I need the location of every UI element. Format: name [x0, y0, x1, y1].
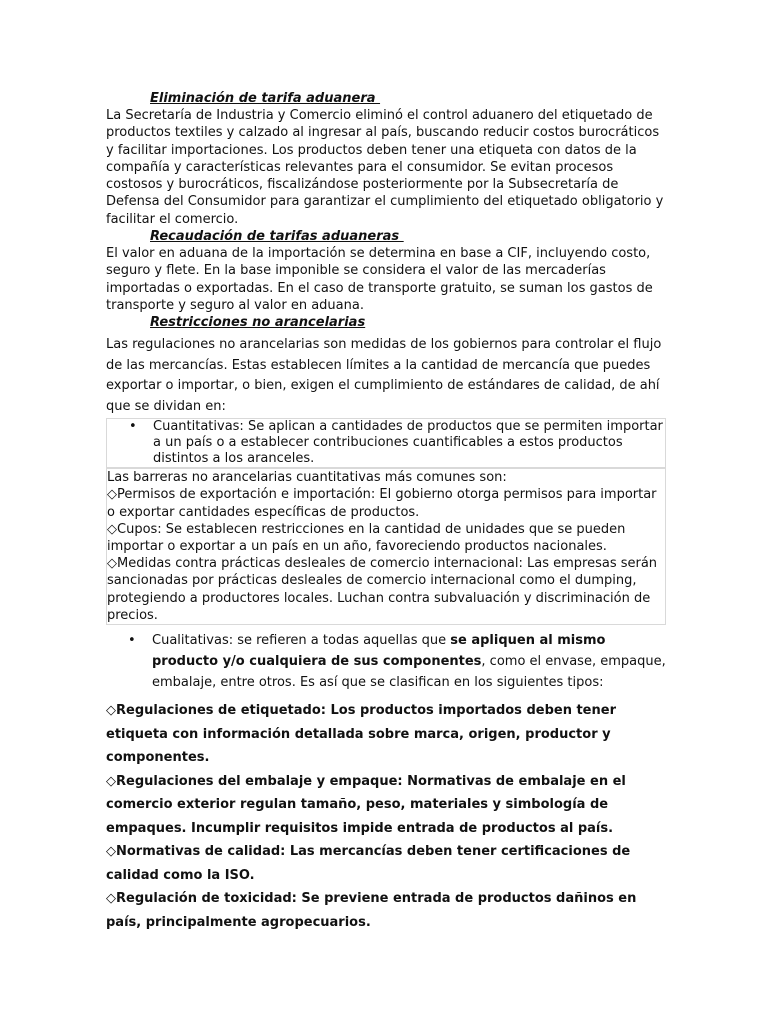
barrier-item-cupos: ◇Cupos: Se establecen restricciones en la cantidad de unidades que se pueden importar o exportar a un país en un año, favoreciendo productos nacionales. — [107, 521, 626, 555]
paragraph-recaudacion: El valor en aduana de la importación se determina en base a CIF, incluyendo costo, seguro y flete. En la base imponible se considera el valor de las mercaderías importadas o exportadas. En el caso de transporte gratuito, se suman los gastos de transporte y seguro al valor en aduana. — [106, 246, 653, 313]
qualitative-text-post: , como el envase, empaque, embalaje, entre otros. Es así que se clasifican en los siguientes tipos: — [152, 654, 666, 691]
bullet-icon: • — [128, 633, 136, 649]
heading-eliminacion: Eliminación de tarifa aduanera — [150, 91, 381, 106]
paragraph-restricciones-intro: Las regulaciones no arancelarias son medidas de los gobiernos para controlar el flujo de las mercancías. Estas establecen límites a la cantidad de mercancía que puedes exportar o importar, o bien, exigen el cumplimiento de estándares de calidad, de ahí que se dividan en: — [106, 337, 662, 414]
type-item-etiquetado: ◇Regulaciones de etiquetado: Los productos importados deben tener etiqueta con información detallada sobre marca, origen, productor y componentes. — [106, 703, 616, 766]
type-item-embalaje: ◇Regulaciones del embalaje y empaque: Normativas de embalaje en el comercio exterior regulan tamaño, peso, materiales y simbología de empaques. Incumplir requisitos impide entrada de productos al país. — [106, 773, 626, 836]
type-item-toxicidad: ◇Regulación de toxicidad: Se previene entrada de productos dañinos en país, principalmente agropecuarios. — [106, 891, 637, 930]
barriers-intro: Las barreras no arancelarias cuantitativas más comunes son: — [107, 470, 507, 486]
quantitative-text: Cuantitativas: Se aplican a cantidades de productos que se permiten importar a un país o a establecer contribuciones cuantificables a estos productos distintos a los aranceles. — [153, 419, 663, 467]
type-item-calidad: ◇Normativas de calidad: Las mercancías deben tener certificaciones de calidad como la ISO. — [106, 844, 631, 883]
heading-recaudacion: Recaudación de tarifas aduaneras — [150, 229, 404, 245]
list-item-qualitative — [106, 630, 666, 693]
document-page — [106, 90, 666, 934]
barrier-item-permisos: ◇Permisos de exportación e importación: El gobierno otorga permisos para importar o exportar cantidades específicas de productos. — [107, 487, 657, 520]
barrier-item-medidas: ◇Medidas contra prácticas desleales de comercio internacional: Las empresas serán sancionadas por prácticas desleales de comercio internacional como el dumping, protegiendo a productores locales. Luchan contra subvaluación y discriminación de precios. — [107, 556, 658, 623]
quantitative-box — [106, 418, 666, 468]
barriers-box — [106, 468, 666, 625]
qualitative-text — [152, 630, 666, 693]
bullet-icon: • — [129, 419, 137, 435]
heading-restricciones: Restricciones no arancelarias — [150, 315, 366, 331]
qualitative-text-bold: se apliquen al mismo producto y/o cualquiera de sus componentes — [152, 633, 606, 670]
qualitative-text-pre: Cualitativas: se refieren a todas aquellas que — [152, 633, 451, 649]
list-item-quantitative — [107, 419, 665, 467]
paragraph-eliminacion: La Secretaría de Industria y Comercio eliminó el control aduanero del etiquetado de productos textiles y calzado al ingresar al país, buscando reducir costos burocráticos y facilitar importaciones. Los productos deben tener una etiqueta con datos de la compañía y características relevantes para el consumidor. Se evitan procesos costosos y burocráticos, fiscalizándose posteriormente por la Subsecretaría de Defensa del Consumidor para garantizar el cumplimiento del etiquetado obligatorio y facilitar el comercio. — [106, 108, 664, 227]
